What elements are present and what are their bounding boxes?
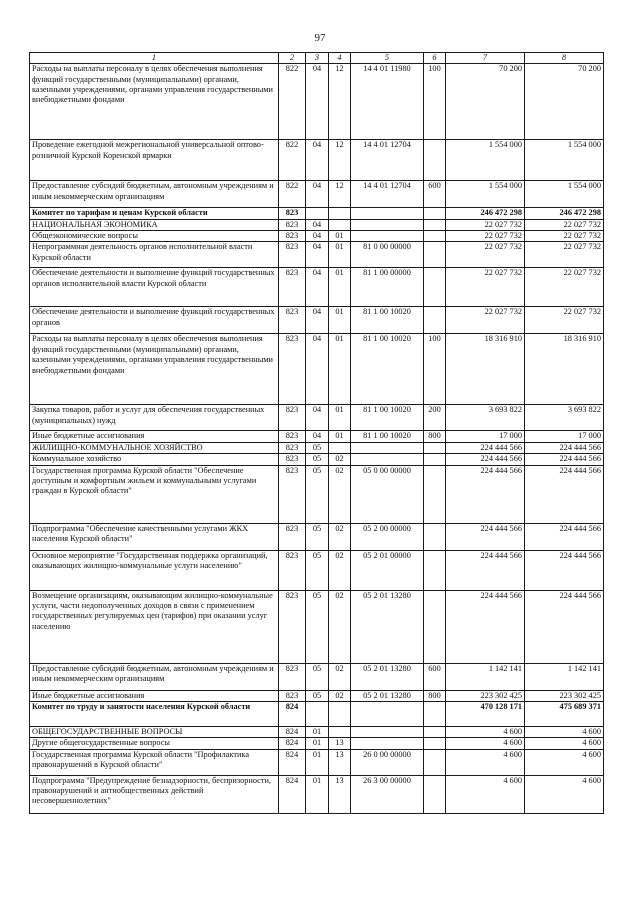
section-code-cell: 05 [306, 690, 329, 701]
sum-2-cell: 475 689 371 [525, 701, 604, 726]
ministry-code-cell: 823 [279, 242, 306, 268]
sum-1-cell: 70 200 [446, 64, 525, 140]
subsection-code-cell: 01 [329, 231, 351, 242]
header-cell-sum-1: 7 [446, 53, 525, 64]
ministry-code-cell: 823 [279, 268, 306, 307]
table-row [30, 663, 604, 690]
row-name-cell: Обеспечение деятельности и выполнение функций государственных органов [30, 307, 279, 334]
table-row [30, 523, 604, 550]
section-code-cell: 05 [306, 454, 329, 465]
target-article-cell [351, 231, 424, 242]
subsection-code-cell: 12 [329, 140, 351, 181]
sum-1-cell: 22 027 732 [446, 219, 525, 230]
row-name-cell: Иные бюджетные ассигнования [30, 690, 279, 701]
target-article-cell: 81 1 00 10020 [351, 431, 424, 442]
ministry-code-cell: 823 [279, 523, 306, 550]
ministry-code-cell: 824 [279, 749, 306, 775]
sum-2-cell: 22 027 732 [525, 219, 604, 230]
subsection-code-cell: 02 [329, 465, 351, 523]
ministry-code-cell: 823 [279, 590, 306, 663]
expense-type-cell: 100 [424, 334, 446, 405]
sum-2-cell: 246 472 298 [525, 208, 604, 219]
target-article-cell: 81 0 00 00000 [351, 242, 424, 268]
sum-1-cell: 224 444 566 [446, 454, 525, 465]
target-article-cell: 05 2 01 13280 [351, 690, 424, 701]
row-name-cell: Расходы на выплаты персоналу в целях обеспечения выполнения функций государственными (муниципальными) органами, казенными учреждениями, органами управления государственными внебюджетными фондами [30, 64, 279, 140]
table-row [30, 550, 604, 590]
ministry-code-cell: 824 [279, 738, 306, 749]
table-row [30, 208, 604, 219]
expense-type-cell: 600 [424, 663, 446, 690]
table-row [30, 726, 604, 737]
table-row [30, 690, 604, 701]
sum-1-cell: 1 554 000 [446, 140, 525, 181]
section-code-cell: 04 [306, 140, 329, 181]
expense-type-cell: 800 [424, 690, 446, 701]
sum-1-cell: 4 600 [446, 726, 525, 737]
subsection-code-cell: 13 [329, 775, 351, 813]
sum-1-cell: 4 600 [446, 775, 525, 813]
expense-type-cell: 100 [424, 64, 446, 140]
target-article-cell: 14 4 01 12704 [351, 181, 424, 208]
sum-2-cell: 224 444 566 [525, 454, 604, 465]
expense-type-cell [424, 590, 446, 663]
sum-2-cell: 224 444 566 [525, 590, 604, 663]
sum-2-cell: 22 027 732 [525, 242, 604, 268]
subsection-code-cell: 02 [329, 590, 351, 663]
subsection-code-cell [329, 701, 351, 726]
sum-2-cell: 22 027 732 [525, 231, 604, 242]
sum-2-cell: 1 554 000 [525, 140, 604, 181]
table-row [30, 334, 604, 405]
table-row [30, 465, 604, 523]
expense-type-cell [424, 454, 446, 465]
ministry-code-cell: 824 [279, 701, 306, 726]
table-row [30, 405, 604, 431]
table-row [30, 307, 604, 334]
target-article-cell: 14 4 01 11980 [351, 64, 424, 140]
sum-2-cell: 22 027 732 [525, 307, 604, 334]
section-code-cell: 05 [306, 442, 329, 453]
section-code-cell: 04 [306, 405, 329, 431]
row-name-cell: НАЦИОНАЛЬНАЯ ЭКОНОМИКА [30, 219, 279, 230]
sum-1-cell: 22 027 732 [446, 242, 525, 268]
table-row [30, 442, 604, 453]
sum-2-cell: 18 316 910 [525, 334, 604, 405]
expense-type-cell: 800 [424, 431, 446, 442]
table-row [30, 749, 604, 775]
ministry-code-cell: 823 [279, 231, 306, 242]
row-name-cell: Предоставление субсидий бюджетным, автономным учреждениям и иным некоммерческим организациям [30, 181, 279, 208]
expense-type-cell [424, 775, 446, 813]
section-code-cell: 04 [306, 231, 329, 242]
sum-2-cell: 224 444 566 [525, 523, 604, 550]
target-article-cell: 81 1 00 10020 [351, 334, 424, 405]
sum-2-cell: 17 000 [525, 431, 604, 442]
target-article-cell: 05 2 01 13280 [351, 590, 424, 663]
row-name-cell: Предоставление субсидий бюджетным, автономным учреждениям и иным некоммерческим организациям [30, 663, 279, 690]
target-article-cell [351, 701, 424, 726]
target-article-cell: 05 2 01 13280 [351, 663, 424, 690]
expense-type-cell [424, 738, 446, 749]
row-name-cell: Государственная программа Курской области "Обеспечение доступным и комфортным жильем и коммунальными услугами граждан в Курской области" [30, 465, 279, 523]
target-article-cell: 26 0 00 00000 [351, 749, 424, 775]
target-article-cell [351, 208, 424, 219]
ministry-code-cell: 823 [279, 663, 306, 690]
expense-type-cell [424, 749, 446, 775]
sum-2-cell: 224 444 566 [525, 442, 604, 453]
row-name-cell: Расходы на выплаты персоналу в целях обеспечения выполнения функций государственными (муниципальными) органами, казенными учреждениями, органами управления государственными внебюджетными фондами [30, 334, 279, 405]
table-row [30, 219, 604, 230]
target-article-cell: 14 4 01 12704 [351, 140, 424, 181]
row-name-cell: Возмещение организациям, оказывающим жилищно-коммунальные услуги, части недополученных доходов в связи с применением государственных регулируемых цен (тарифов) при оказании услуг населению [30, 590, 279, 663]
sum-1-cell: 22 027 732 [446, 268, 525, 307]
subsection-code-cell: 01 [329, 307, 351, 334]
expense-type-cell [424, 465, 446, 523]
sum-1-cell: 223 302 425 [446, 690, 525, 701]
ministry-code-cell: 822 [279, 64, 306, 140]
subsection-code-cell: 01 [329, 242, 351, 268]
target-article-cell: 81 1 00 10020 [351, 307, 424, 334]
expense-type-cell [424, 307, 446, 334]
sum-2-cell: 224 444 566 [525, 550, 604, 590]
expense-type-cell [424, 242, 446, 268]
section-code-cell: 04 [306, 307, 329, 334]
sum-1-cell: 224 444 566 [446, 523, 525, 550]
section-code-cell: 04 [306, 431, 329, 442]
row-name-cell: Комитет по тарифам и ценам Курской области [30, 208, 279, 219]
row-name-cell: Государственная программа Курской области "Профилактика правонарушений в Курской области" [30, 749, 279, 775]
row-name-cell: Непрограммная деятельность органов исполнительной власти Курской области [30, 242, 279, 268]
expense-type-cell [424, 219, 446, 230]
target-article-cell: 81 1 00 00000 [351, 268, 424, 307]
ministry-code-cell: 823 [279, 454, 306, 465]
sum-2-cell: 4 600 [525, 738, 604, 749]
sum-1-cell: 4 600 [446, 749, 525, 775]
section-code-cell: 05 [306, 465, 329, 523]
row-name-cell: Подпрограмма "Предупреждение безнадзорности, беспризорности, правонарушений и антиобщественных действий несовершеннолетних" [30, 775, 279, 813]
expense-type-cell: 200 [424, 405, 446, 431]
row-name-cell: Подпрограмма "Обеспечение качественными услугами ЖКХ населения Курской области" [30, 523, 279, 550]
header-cell-name: 1 [30, 53, 279, 64]
row-name-cell: Проведение ежегодной межрегиональной универсальной оптово-розничной Курской Коренской ярмарки [30, 140, 279, 181]
expense-type-cell [424, 442, 446, 453]
header-cell-subsection: 4 [329, 53, 351, 64]
page-number: 97 [314, 32, 326, 44]
header-cell-section: 3 [306, 53, 329, 64]
sum-2-cell: 3 693 822 [525, 405, 604, 431]
sum-1-cell: 470 128 171 [446, 701, 525, 726]
row-name-cell: Коммунальное хозяйство [30, 454, 279, 465]
target-article-cell: 26 3 00 00000 [351, 775, 424, 813]
sum-2-cell: 223 302 425 [525, 690, 604, 701]
expense-type-cell: 600 [424, 181, 446, 208]
expense-type-cell [424, 140, 446, 181]
target-article-cell [351, 442, 424, 453]
sum-1-cell: 246 472 298 [446, 208, 525, 219]
subsection-code-cell: 02 [329, 690, 351, 701]
section-code-cell: 04 [306, 219, 329, 230]
subsection-code-cell: 01 [329, 334, 351, 405]
subsection-code-cell: 02 [329, 454, 351, 465]
sum-1-cell: 1 142 141 [446, 663, 525, 690]
row-name-cell: ЖИЛИЩНО-КОММУНАЛЬНОЕ ХОЗЯЙСТВО [30, 442, 279, 453]
table-row [30, 431, 604, 442]
subsection-code-cell [329, 219, 351, 230]
sum-2-cell: 70 200 [525, 64, 604, 140]
target-article-cell [351, 738, 424, 749]
section-code-cell: 04 [306, 268, 329, 307]
target-article-cell: 05 2 00 00000 [351, 523, 424, 550]
table-row [30, 590, 604, 663]
section-code-cell: 05 [306, 523, 329, 550]
table-header [30, 53, 604, 64]
row-name-cell: Комитет по труду и занятости населения Курской области [30, 701, 279, 726]
section-code-cell: 04 [306, 181, 329, 208]
subsection-code-cell: 13 [329, 749, 351, 775]
ministry-code-cell: 823 [279, 219, 306, 230]
section-code-cell: 04 [306, 242, 329, 268]
row-name-cell: ОБЩЕГОСУДАРСТВЕННЫЕ ВОПРОСЫ [30, 726, 279, 737]
table-row [30, 64, 604, 140]
sum-1-cell: 22 027 732 [446, 231, 525, 242]
ministry-code-cell: 822 [279, 140, 306, 181]
sum-1-cell: 224 444 566 [446, 590, 525, 663]
table-row [30, 140, 604, 181]
table-row [30, 181, 604, 208]
expense-type-cell [424, 268, 446, 307]
expense-type-cell [424, 726, 446, 737]
section-code-cell: 04 [306, 64, 329, 140]
target-article-cell: 05 0 00 00000 [351, 465, 424, 523]
ministry-code-cell: 823 [279, 690, 306, 701]
ministry-code-cell: 823 [279, 307, 306, 334]
row-name-cell: Общеэкономические вопросы [30, 231, 279, 242]
section-code-cell: 05 [306, 590, 329, 663]
subsection-code-cell: 01 [329, 431, 351, 442]
section-code-cell: 01 [306, 738, 329, 749]
sum-1-cell: 17 000 [446, 431, 525, 442]
ministry-code-cell: 824 [279, 726, 306, 737]
sum-2-cell: 4 600 [525, 775, 604, 813]
sum-1-cell: 224 444 566 [446, 442, 525, 453]
target-article-cell: 05 2 01 00000 [351, 550, 424, 590]
table-row [30, 775, 604, 813]
sum-2-cell: 22 027 732 [525, 268, 604, 307]
subsection-code-cell: 13 [329, 738, 351, 749]
ministry-code-cell: 824 [279, 775, 306, 813]
table-row [30, 231, 604, 242]
section-code-cell: 04 [306, 334, 329, 405]
sum-1-cell: 18 316 910 [446, 334, 525, 405]
target-article-cell [351, 454, 424, 465]
section-code-cell [306, 208, 329, 219]
target-article-cell [351, 219, 424, 230]
section-code-cell: 01 [306, 726, 329, 737]
sum-1-cell: 3 693 822 [446, 405, 525, 431]
row-name-cell: Закупка товаров, работ и услуг для обеспечения государственных (муниципальных) нужд [30, 405, 279, 431]
ministry-code-cell: 823 [279, 550, 306, 590]
sum-1-cell: 22 027 732 [446, 307, 525, 334]
sum-1-cell: 224 444 566 [446, 465, 525, 523]
row-name-cell: Другие общегосударственные вопросы [30, 738, 279, 749]
target-article-cell [351, 726, 424, 737]
section-code-cell: 05 [306, 550, 329, 590]
target-article-cell: 81 1 00 10020 [351, 405, 424, 431]
sum-1-cell: 224 444 566 [446, 550, 525, 590]
subsection-code-cell: 12 [329, 181, 351, 208]
table-row [30, 268, 604, 307]
ministry-code-cell: 823 [279, 442, 306, 453]
row-name-cell: Основное мероприятие "Государственная поддержка организаций, оказывающих жилищно-коммунальные услуги населению" [30, 550, 279, 590]
table-row [30, 738, 604, 749]
sum-2-cell: 4 600 [525, 726, 604, 737]
subsection-code-cell: 02 [329, 663, 351, 690]
row-name-cell: Обеспечение деятельности и выполнение функций государственных органов исполнительной власти Курской области [30, 268, 279, 307]
subsection-code-cell [329, 726, 351, 737]
expense-type-cell [424, 208, 446, 219]
sum-2-cell: 1 142 141 [525, 663, 604, 690]
header-cell-expense-type: 6 [424, 53, 446, 64]
subsection-code-cell: 01 [329, 268, 351, 307]
sum-2-cell: 4 600 [525, 749, 604, 775]
ministry-code-cell: 823 [279, 465, 306, 523]
subsection-code-cell: 01 [329, 405, 351, 431]
subsection-code-cell [329, 442, 351, 453]
header-cell-target: 5 [351, 53, 424, 64]
subsection-code-cell: 12 [329, 64, 351, 140]
table-body [30, 64, 604, 813]
sum-2-cell: 224 444 566 [525, 465, 604, 523]
ministry-code-cell: 823 [279, 334, 306, 405]
row-name-cell: Иные бюджетные ассигнования [30, 431, 279, 442]
expense-type-cell [424, 231, 446, 242]
section-code-cell: 01 [306, 775, 329, 813]
section-code-cell: 05 [306, 663, 329, 690]
ministry-code-cell: 823 [279, 208, 306, 219]
ministry-code-cell: 823 [279, 431, 306, 442]
header-cell-sum-2: 8 [525, 53, 604, 64]
section-code-cell [306, 701, 329, 726]
sum-1-cell: 4 600 [446, 738, 525, 749]
expense-type-cell [424, 550, 446, 590]
section-code-cell: 01 [306, 749, 329, 775]
expense-type-cell [424, 523, 446, 550]
expense-type-cell [424, 701, 446, 726]
table-row [30, 701, 604, 726]
subsection-code-cell [329, 208, 351, 219]
table-row [30, 454, 604, 465]
header-cell-ministry: 2 [279, 53, 306, 64]
subsection-code-cell: 02 [329, 550, 351, 590]
sum-1-cell: 1 554 000 [446, 181, 525, 208]
sum-2-cell: 1 554 000 [525, 181, 604, 208]
table-row [30, 242, 604, 268]
budget-table [29, 52, 604, 814]
ministry-code-cell: 822 [279, 181, 306, 208]
ministry-code-cell: 823 [279, 405, 306, 431]
subsection-code-cell: 02 [329, 523, 351, 550]
